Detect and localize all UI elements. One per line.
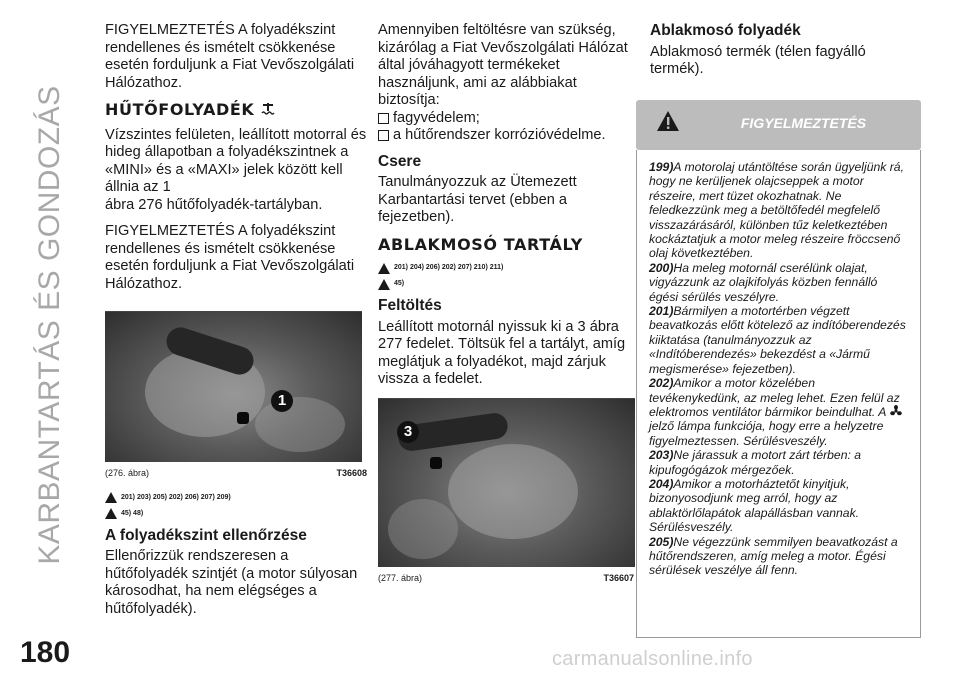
paragraph: Amennyiben feltöltésre van szükség, kizárólag a Fiat Vevőszolgálati Hálózat által jóváhagyott termékeket használjunk, ami az alábbiakat biztosítja: [378, 22, 628, 108]
figure-276 [105, 311, 367, 483]
caution-refs: 45) 48) [105, 507, 367, 521]
coolant-cap [237, 412, 249, 424]
section-heading-coolant: HŰTŐFOLYADÉK [105, 101, 367, 119]
paragraph: Tanulmányozzuk az Ütemezett Karbantartási tervet (ebben a fejezetben). [378, 174, 577, 225]
warning-triangle-icon [378, 263, 390, 274]
chapter-side-title: KARBANTARTÁS ÉS GONDOZÁS [33, 85, 66, 565]
washer-cap [430, 457, 442, 469]
column-2 [378, 22, 634, 587]
warning-header [636, 100, 921, 150]
caution-triangle-icon [105, 508, 117, 519]
warning-triangle-icon [105, 492, 117, 503]
callout-badge-1: 1 [271, 390, 293, 412]
warning-refs: 201) 204) 206) 202) 207) 210) 211) [378, 261, 634, 275]
warning-item: 201)Bármilyen a motortérben végzett beavatkozás előtt kötelező az indítóberendezés kiiktatása (tanulmányozzuk az «Indítóberendezés» bekezdést a «Jármű megismerése» fejezetben). [649, 304, 906, 376]
page-number: 180 [20, 636, 71, 669]
subheading-level-check: A folyadékszint ellenőrzése [105, 526, 307, 544]
warning-title: FIGYELMEZTETÉS [740, 115, 867, 131]
coolant-symbol-icon [261, 102, 275, 116]
paragraph: FIGYELMEZTETÉS A folyadékszint rendellenes és ismételt csökkenése esetén forduljunk a Fiat Vevőszolgálati Hálózathoz. [105, 22, 355, 91]
caution-refs: 45) [378, 277, 634, 291]
column-3 [650, 22, 920, 88]
figure-caption: (277. ábra) T36607 [378, 572, 634, 583]
checkbox-bullet-icon [378, 130, 389, 141]
section-heading-washer-tank: ABLAKMOSÓ TARTÁLY [378, 234, 583, 254]
engine-photo [105, 311, 362, 462]
warning-item: 202)Amikor a motor közelében tevékenykedünk, az meleg lehet. Ezen felül az elektromos ventilátor bármikor beindulhat. A jelző lámpa funkciója, hogy erre a helyzetre figyelmeztessen. Sérülésveszély. [649, 376, 908, 448]
engine-photo [378, 398, 635, 567]
paragraph: Ablakmosó termék (télen fagyálló termék). [650, 43, 866, 77]
subheading-replacement: Csere [378, 152, 422, 170]
subheading-filling: Feltöltés [378, 297, 442, 314]
warning-triangle-icon [656, 110, 680, 132]
paragraph: FIGYELMEZTETÉS A folyadékszint rendellenes és ismételt csökkenése esetén forduljunk a Fiat Vevőszolgálati Hálózathoz. [105, 223, 355, 292]
warning-item: 205)Ne végezzünk semmilyen beavatkozást a hűtőrendszeren, amíg meleg a motor. Égési sérülések veszélye áll fenn. [649, 534, 898, 578]
warning-box [636, 150, 921, 638]
warning-refs: 201) 203) 205) 202) 206) 207) 209) [105, 491, 367, 505]
paragraph: Leállított motornál nyissuk ki a 3 ábra 277 fedelet. Töltsük fel a tartályt, amíg meglátjuk a folyadékot, majd zárjuk vissza a fedelet. [378, 318, 626, 387]
warning-item: 199)A motorolaj utántöltése során ügyeljünk rá, hogy ne kerüljenek olajcseppek a motor részeire, mert tüzet okozhatnak. Ne feledkezzünk meg a betöltőfedél megfelelő visszazárásáról, különben tűz keletkeztében kockáztatjuk a motor meleg részeire fröccsenő olaj következtében. [649, 160, 904, 261]
figure-caption: (276. ábra) T36608 [105, 468, 367, 478]
caution-triangle-icon [378, 279, 390, 290]
list-item: fagyvédelem; [378, 110, 634, 128]
list-item: a hűtőrendszer korrózióvédelme. [378, 127, 634, 145]
fan-warning-icon [889, 405, 903, 417]
checkbox-bullet-icon [378, 113, 389, 124]
paragraph: Vízszintes felületen, leállított motorral és hideg állapotban a folyadékszintnek a «MINI» és a «MAXI» jelek között kell állnia az 1 ábra 276 hűtőfolyadék-tartályban. [105, 126, 367, 213]
watermark: carmanualsonline.info [552, 648, 753, 670]
warning-item: 204)Amikor a motorháztetőt kinyitjuk, bizonyosodjunk meg arról, hogy az ablaktörlőlapátok alapállásban vannak. Sérülésveszély. [649, 476, 860, 535]
figure-277 [378, 398, 634, 588]
warning-item: 203)Ne járassuk a motort zárt térben: a kipufogógázok mérgezőek. [649, 448, 862, 477]
callout-badge-3: 3 [397, 421, 419, 443]
column-1 [105, 22, 367, 627]
subheading-washer-fluid: Ablakmosó folyadék [650, 22, 801, 39]
warning-item: 200)Ha meleg motornál cserélünk olajat, vigyázzunk az olajkifolyás közben fennálló égési sérülés veszélyre. [649, 260, 878, 304]
paragraph: Ellenőrizzük rendszeresen a hűtőfolyadék szintjét (a motor súlyosan károsodhat, ha nem elégséges a hűtőfolyadék). [105, 548, 358, 617]
